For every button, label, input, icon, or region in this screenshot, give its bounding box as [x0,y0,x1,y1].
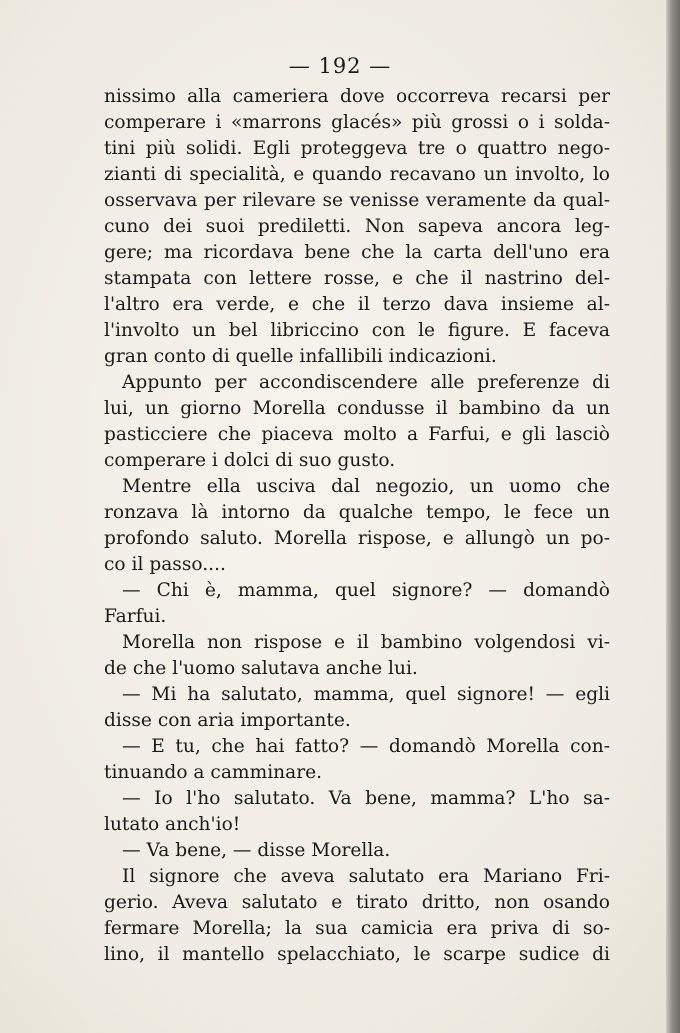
page-number: — 192 — [288,54,392,78]
text-line: — Chi è, mamma, quel signore? — domandò [122,580,610,601]
text-line: tini più solidi. Egli proteggeva tre o quattro nego- [104,138,610,159]
text-line: — Mi ha salutato, mamma, quel signore! — egli [122,684,610,705]
text-line: pasticciere che piaceva molto a Farfui, e gli lasciò [104,424,610,445]
text-line: Morella non rispose e il bambino volgendosi vi- [122,632,610,653]
text-line: gere; ma ricordava bene che la carta dell'uno era [104,242,610,263]
text-line: zianti di specialità, e quando recavano un involto, lo [104,164,610,185]
text-line: osservava per rilevare se venisse veramente da qual- [104,190,610,211]
text-line: cuno dei suoi prediletti. Non sapeva ancora leg- [104,216,610,237]
text-line: profondo saluto. Morella rispose, e allungò un po- [104,528,610,549]
text-line: Mentre ella usciva dal negozio, un uomo che [122,476,610,497]
text-line: Appunto per accondiscendere alle preferenze di [122,372,610,393]
text-line: Il signore che aveva salutato era Mariano Fri- [122,866,610,887]
text-line: comperare i «marrons glacés» più grossi o i solda- [104,112,610,133]
text-line: l'involto un bel libriccino con le figure. E faceva [104,320,610,341]
text-line: — E tu, che hai fatto? — domandò Morella con- [122,736,610,757]
text-line: fermare Morella; la sua camicia era priva di so- [104,918,610,939]
text-line: gran conto di quelle infallibili indicazioni. [104,346,497,367]
text-line: — Io l'ho salutato. Va bene, mamma? L'ho sa- [122,788,610,809]
text-line: comperare i dolci di suo gusto. [104,450,396,471]
body-text [104,84,610,968]
text-line: ronzava là intorno da qualche tempo, le fece un [104,502,610,523]
text-line: de che l'uomo salutava anche lui. [104,658,418,679]
text-line: — Va bene, — disse Morella. [122,840,391,861]
text-line: co il passo.... [104,554,226,575]
text-line: gerio. Aveva salutato e tirato dritto, non osando [104,892,610,913]
text-line: l'altro era verde, e che il terzo dava insieme al- [104,294,610,315]
text-line: lui, un giorno Morella condusse il bambino da un [104,398,610,419]
text-line: disse con aria importante. [104,710,351,731]
page-gutter-shadow [666,0,680,1033]
text-line: nissimo alla cameriera dove occorreva recarsi per [104,86,610,107]
text-line: stampata con lettere rosse, e che il nastrino del- [104,268,610,289]
text-line: lutato anch'io! [104,814,241,835]
text-line: Farfui. [104,606,167,627]
text-line: lino, il mantello spelacchiato, le scarpe sudice di [104,944,610,965]
text-line: tinuando a camminare. [104,762,323,783]
